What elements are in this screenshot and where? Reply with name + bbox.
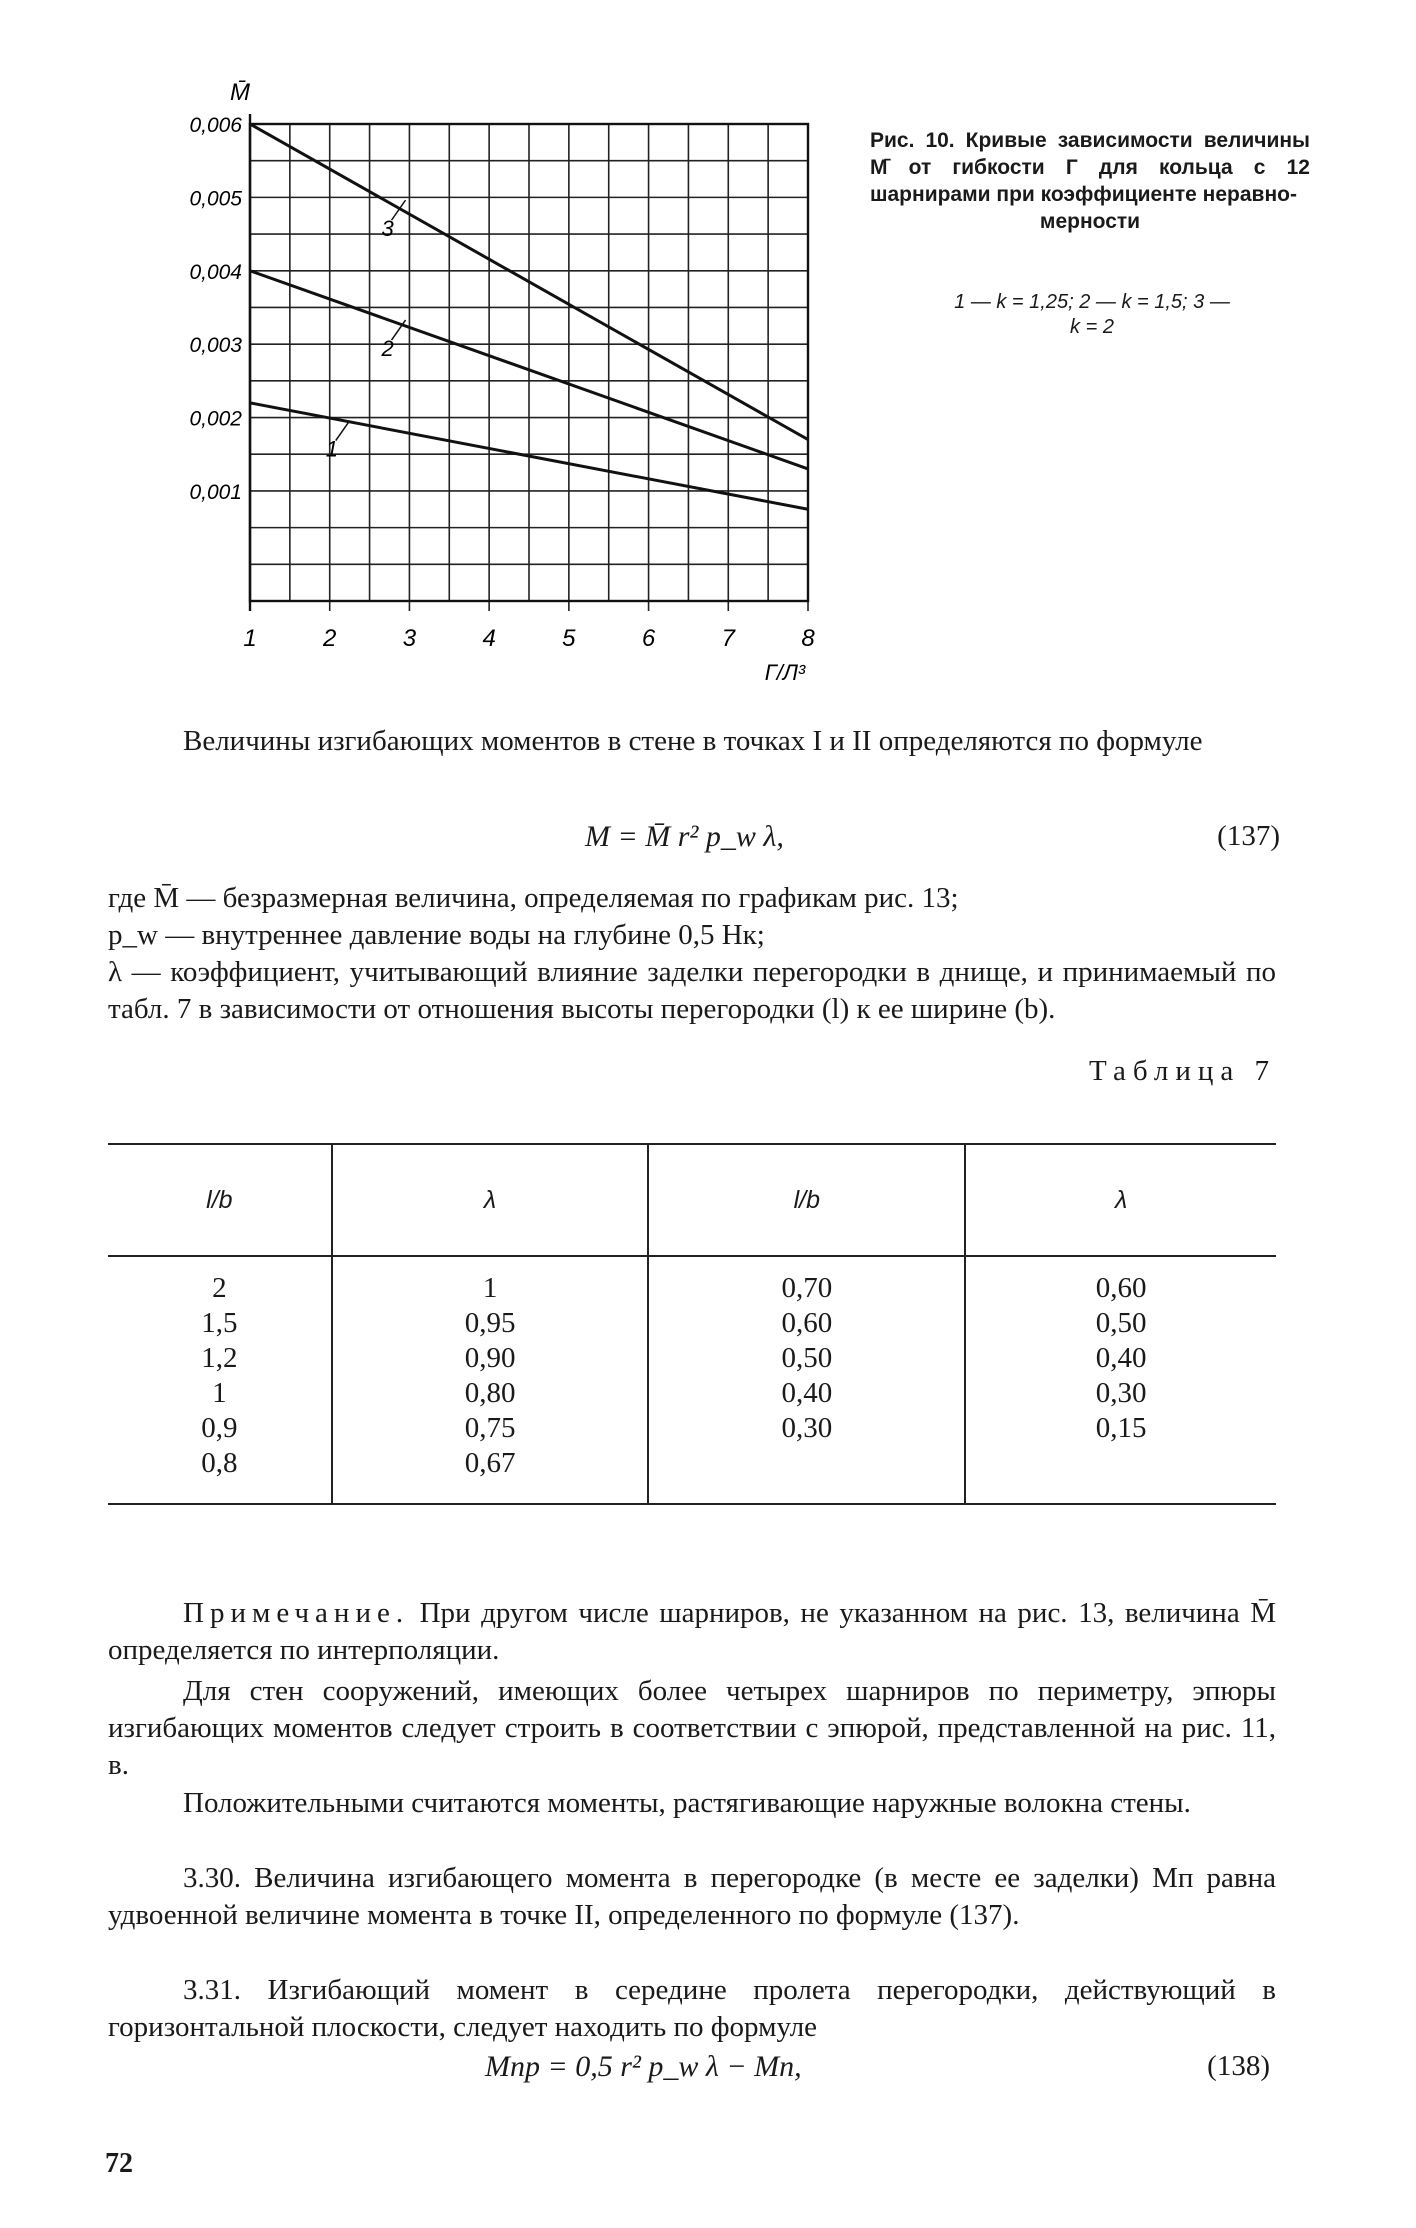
figure-legend bbox=[872, 290, 1312, 340]
x-tick-label: 5 bbox=[562, 625, 576, 652]
paragraph-walls: Для стен сооружений, имеющих более четырех шарниров по периметру, эпюры изгибающих моментов следует строить в соответствии с эпюрой, представленной на рис. 11, в. bbox=[108, 1675, 1276, 1781]
definition-m: где M̄ — безразмерная величина, определяемая по графикам рис. 13; bbox=[108, 882, 959, 914]
table-column-lambda bbox=[332, 1256, 649, 1504]
table-column-l-b bbox=[108, 1256, 332, 1504]
table-cell: 0,30 bbox=[781, 1412, 833, 1444]
y-axis-label: M̄ bbox=[230, 79, 250, 106]
figure-caption bbox=[870, 127, 1310, 235]
paragraph-intro: Величины изгибающих моментов в стене в точках I и II определяются по формуле bbox=[183, 725, 1203, 757]
table-cell: 0,50 bbox=[1095, 1307, 1147, 1339]
table-cell: 0,30 bbox=[1095, 1377, 1147, 1409]
note-label: Примечание. bbox=[183, 1597, 410, 1629]
definitions bbox=[108, 880, 1276, 1028]
table-title: Таблица 7 bbox=[1088, 1055, 1276, 1087]
series-label-3: 3 bbox=[381, 216, 394, 242]
x-tick-label: 8 bbox=[801, 625, 815, 652]
table-cell: 1,2 bbox=[201, 1342, 238, 1374]
table-cell: 0,60 bbox=[781, 1307, 833, 1339]
table-cell: 2 bbox=[212, 1272, 227, 1304]
table-cell: 0,80 bbox=[464, 1377, 516, 1409]
table-cell: 0,8 bbox=[201, 1447, 238, 1479]
table-cell: 0,75 bbox=[464, 1412, 516, 1444]
table-header-row bbox=[108, 1144, 1276, 1256]
x-tick-label: 1 bbox=[243, 625, 257, 652]
figure-legend-line: 1 — k = 1,25; 2 — k = 1,5; 3 — bbox=[954, 291, 1230, 313]
table-7 bbox=[108, 1143, 1276, 1505]
series-label-1: 1 bbox=[325, 436, 338, 462]
paragraph-3-31: 3.31. Изгибающий момент в середине пролета перегородки, действующий в горизонтальной плоскости, следует находить по формуле bbox=[108, 1974, 1276, 2043]
figure-legend-line: k = 2 bbox=[1070, 316, 1114, 338]
chart-grid bbox=[250, 114, 808, 611]
equation-137-number: (137) bbox=[1217, 820, 1280, 852]
table-cell: 0,90 bbox=[464, 1342, 516, 1374]
paragraph-3-30: 3.30. Величина изгибающего момента в перегородке (в месте ее заделки) Mп равна удвоенной величине момента в точке II, определенного по формуле (137). bbox=[108, 1862, 1276, 1931]
table-cell: 1,5 bbox=[201, 1307, 238, 1339]
note-text: При другом числе шарниров, не указанном на рис. 13, величина M̄ определяется по интерполяции. bbox=[108, 1597, 1276, 1666]
table-header-cell: λ bbox=[965, 1144, 1276, 1256]
y-tick-label: 0,005 bbox=[189, 187, 242, 211]
x-tick-label: 6 bbox=[641, 625, 656, 652]
x-axis-label: Г/Л³ bbox=[764, 660, 806, 685]
y-tick-label: 0,003 bbox=[189, 334, 242, 358]
x-tick-label: 7 bbox=[721, 625, 735, 652]
table-row bbox=[108, 1256, 1276, 1504]
x-tick-label: 3 bbox=[402, 625, 417, 652]
y-tick-label: 0,004 bbox=[189, 260, 242, 284]
series-label-2: 2 bbox=[381, 336, 394, 362]
figure-caption-tail: мерности bbox=[1039, 210, 1141, 233]
figure-10-chart bbox=[140, 70, 840, 690]
x-tick-label: 4 bbox=[482, 625, 496, 652]
y-tick-label: 0,002 bbox=[189, 407, 242, 431]
note bbox=[108, 1595, 1276, 1669]
y-tick-label: 0,006 bbox=[189, 114, 242, 137]
table-cell: 0,50 bbox=[781, 1342, 833, 1374]
equation-138-number: (138) bbox=[1207, 2050, 1270, 2082]
table-cell: 0,40 bbox=[781, 1377, 833, 1409]
chart-ticks bbox=[189, 114, 815, 652]
table-cell: 0,40 bbox=[1095, 1342, 1147, 1374]
table-column-l-b bbox=[648, 1256, 965, 1504]
table-cell: 1 bbox=[482, 1272, 498, 1304]
table-header-cell: l/b bbox=[648, 1144, 965, 1256]
table-header-cell: λ bbox=[332, 1144, 649, 1256]
table-cell: 0,60 bbox=[1095, 1272, 1147, 1304]
paragraph-positive-moments: Положительными считаются моменты, растягивающие наружные волокна стены. bbox=[183, 1787, 1191, 1819]
table-cell: 0,70 bbox=[781, 1272, 833, 1304]
table-header-cell: l/b bbox=[108, 1144, 332, 1256]
table-cell: 1 bbox=[212, 1377, 227, 1409]
equation-137: M = M̄ r² p_w λ, bbox=[585, 820, 784, 853]
page-number: 72 bbox=[105, 2148, 133, 2179]
definition-pw: p_w — внутреннее давление воды на глубине 0,5 Hк; bbox=[108, 919, 765, 951]
equation-138: Mпр = 0,5 r² p_w λ − Mп, bbox=[485, 2050, 802, 2083]
table-cell: 0,15 bbox=[1095, 1412, 1147, 1444]
table-cell: 0,67 bbox=[464, 1447, 516, 1479]
table-cell: 0,95 bbox=[464, 1307, 516, 1339]
definition-lambda: λ — коэффициент, учитывающий влияние заделки перегородки в днище, и принимаемый по табл. 7 в зависимости от отношения высоты перегородки (l) к ее ширине (b). bbox=[108, 956, 1276, 1025]
y-tick-label: 0,001 bbox=[189, 480, 242, 504]
table-column-lambda bbox=[965, 1256, 1276, 1504]
figure-caption-text: Рис. 10. Кривые зависимости величины М̄ от гибкости Г для кольца с 12 шарнирами при коэффициенте неравно- bbox=[870, 129, 1310, 206]
x-tick-label: 2 bbox=[323, 625, 337, 652]
table-cell: 0,9 bbox=[201, 1412, 238, 1444]
